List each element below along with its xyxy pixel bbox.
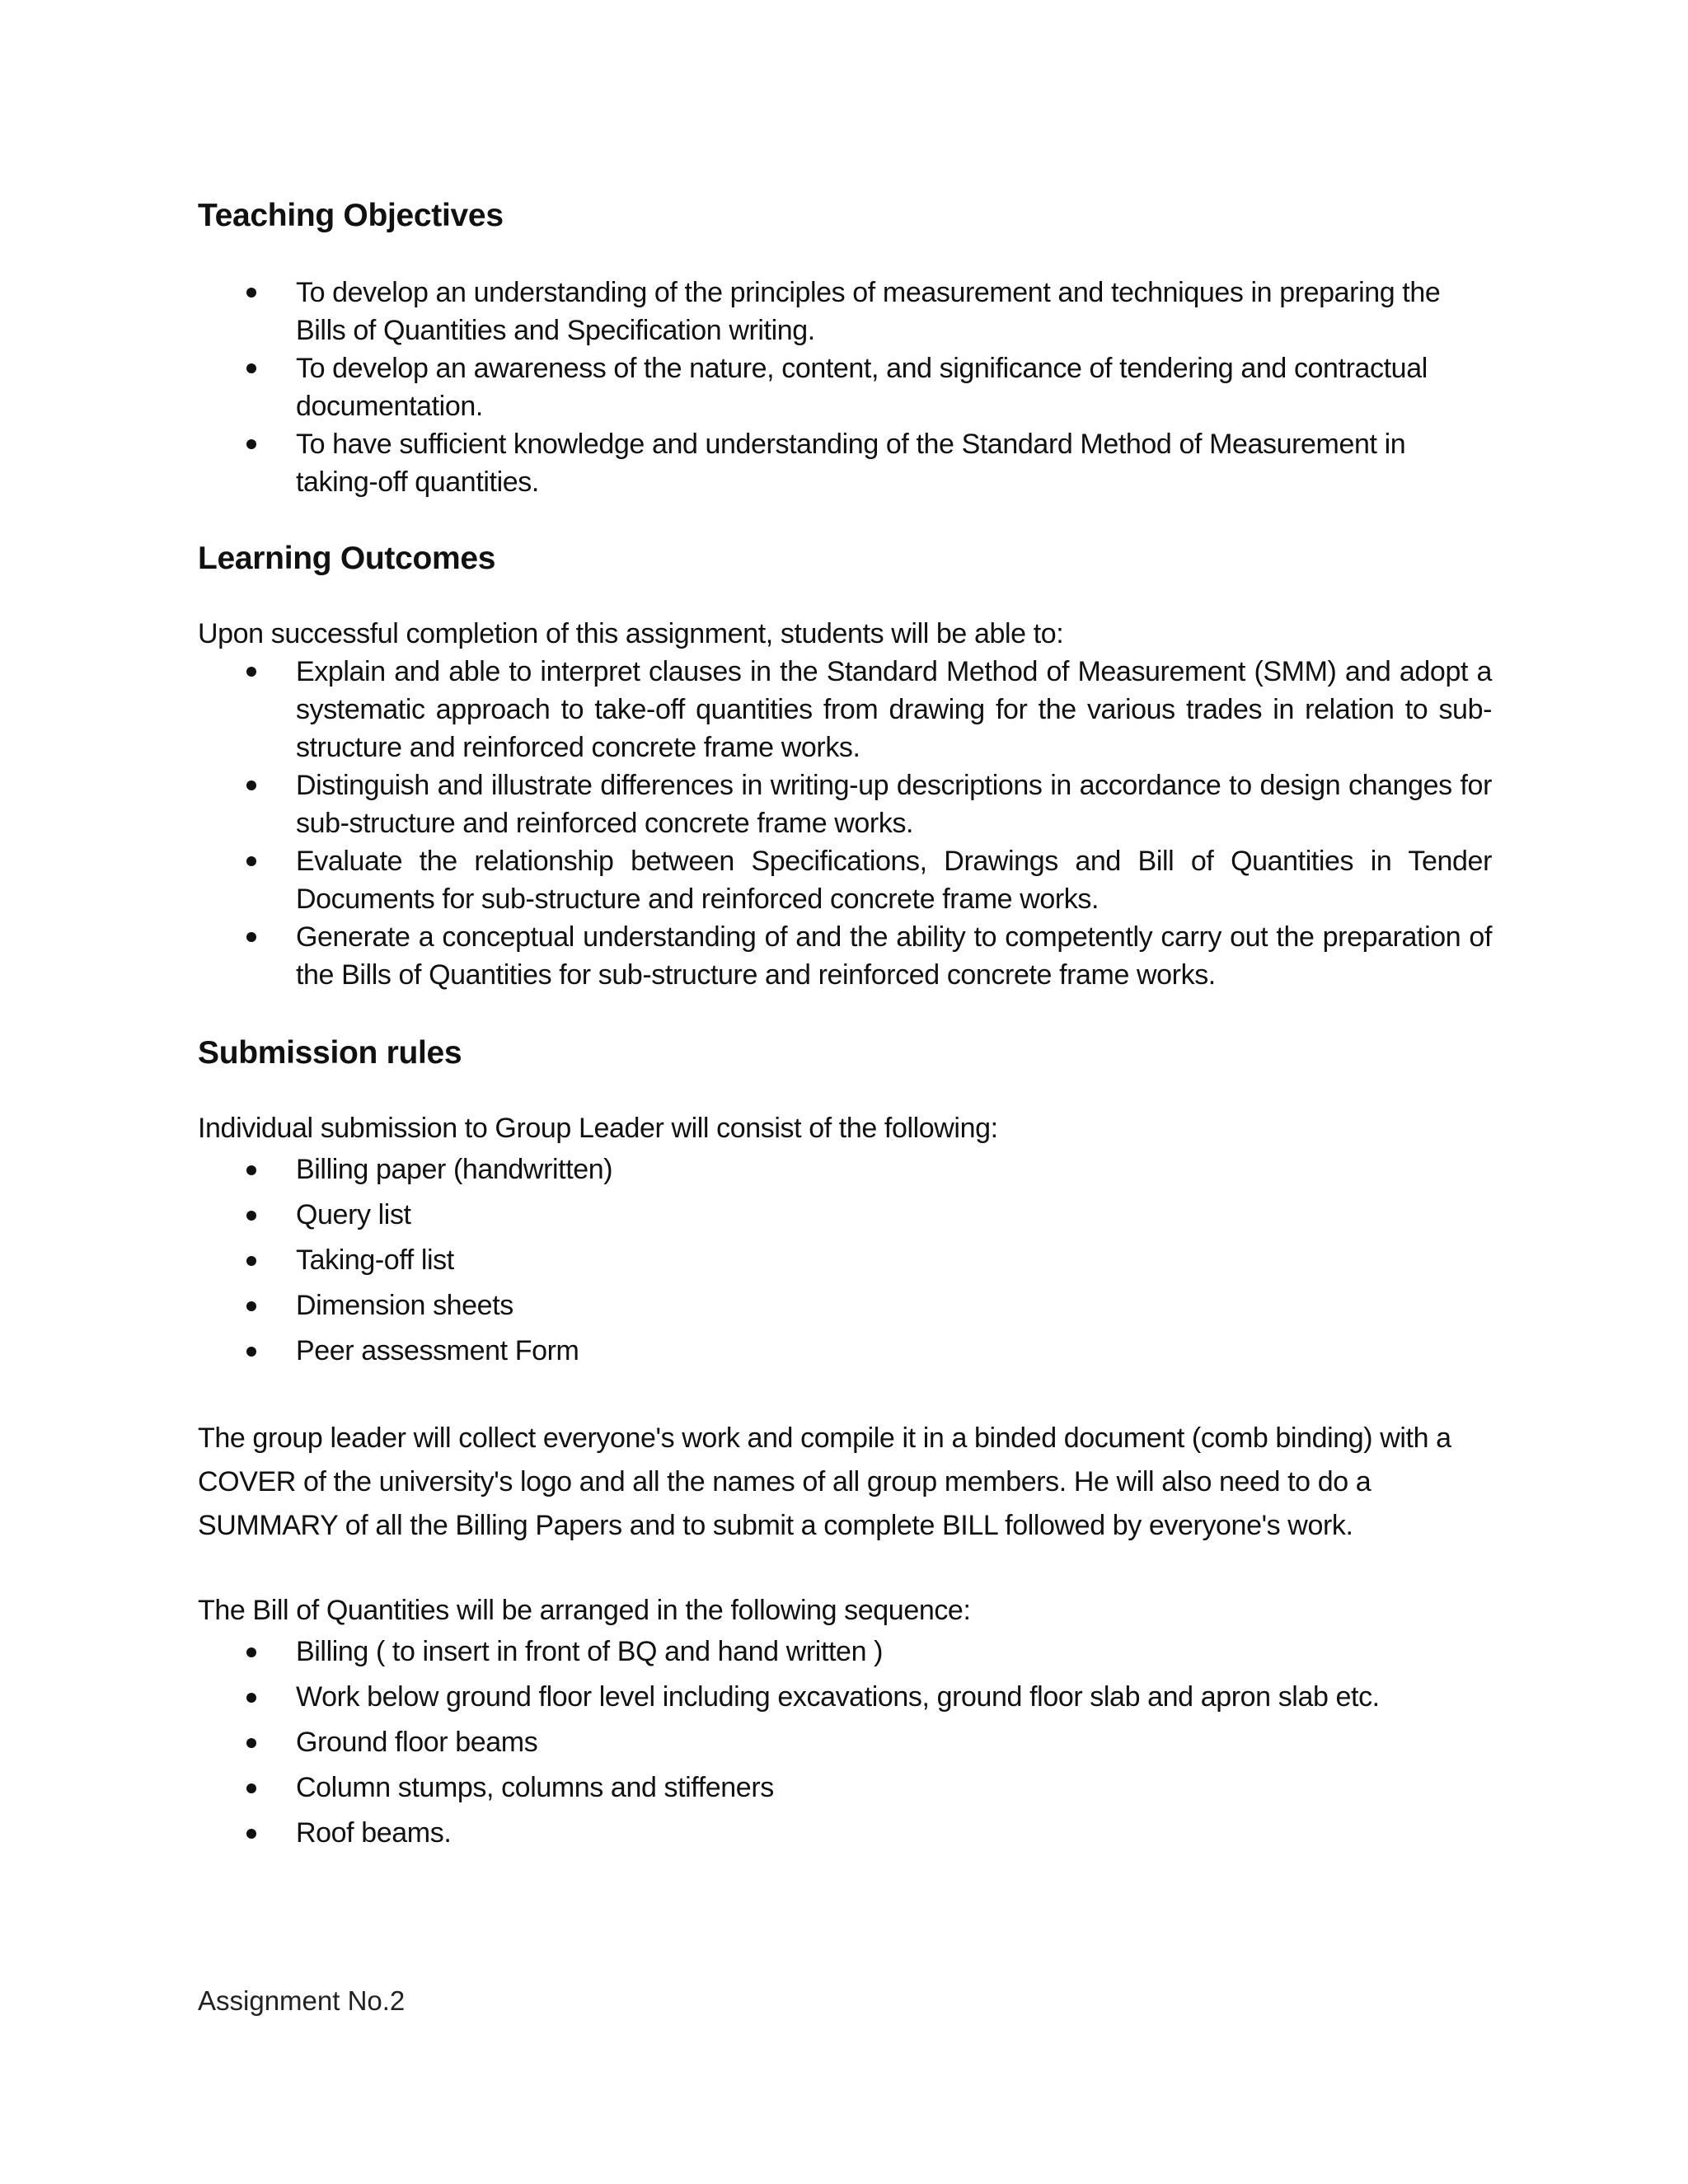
list-item (198, 766, 1492, 842)
list-item (198, 1765, 1492, 1811)
list-item-text: Ground floor beams (296, 1727, 538, 1758)
list-item-text: To develop an understanding of the principles of measurement and techniques in preparing the Bills of Quantities and Specification writing. (296, 277, 1441, 346)
list-item (198, 425, 1492, 501)
document-page (198, 194, 1492, 1856)
list-item (198, 1238, 1492, 1283)
list-item-text: To develop an awareness of the nature, content, and significance of tendering and contractual documentation. (296, 353, 1428, 422)
list-item-text: Column stumps, columns and stiffeners (296, 1772, 774, 1803)
submission-items-list (198, 1147, 1492, 1374)
list-item-text: Billing ( to insert in front of BQ and hand written ) (296, 1636, 884, 1667)
list-item-text: Evaluate the relationship between Specifications, Drawings and Bill of Quantities in Tender Documents for sub-structure and reinforced concrete frame works. (296, 846, 1492, 915)
page-footer: Assignment No.2 (198, 1985, 406, 2016)
list-item (198, 1720, 1492, 1765)
list-item-text: Query list (296, 1199, 411, 1230)
list-item-text: Taking-off list (296, 1244, 454, 1276)
learning-outcomes-list (198, 653, 1492, 994)
list-item-text: To have sufficient knowledge and understanding of the Standard Method of Measurement in taking-off quantities. (296, 429, 1406, 498)
learning-outcomes-heading: Learning Outcomes (198, 541, 496, 576)
group-leader-paragraph: The group leader will collect everyone's work and compile it in a binded document (comb binding) with a COVER of the university's logo and all the names of all group members. He will also need to do a SUMMARY of all the Billing Papers and to submit a complete BILL followed by everyone's work. (198, 1422, 1451, 1541)
list-item-text: Roof beams. (296, 1817, 452, 1849)
list-item-text: Peer assessment Form (296, 1335, 579, 1366)
list-item (198, 918, 1492, 994)
list-item (198, 653, 1492, 766)
list-item (198, 1329, 1492, 1374)
sequence-intro: The Bill of Quantities will be arranged in the following sequence: (198, 1595, 971, 1626)
list-item (198, 1811, 1492, 1856)
list-item-text: Work below ground floor level including excavations, ground floor slab and apron slab etc. (296, 1681, 1380, 1713)
list-item-text: Dimension sheets (296, 1290, 513, 1321)
list-item (198, 842, 1492, 918)
learning-outcomes-intro: Upon successful completion of this assignment, students will be able to: (198, 618, 1064, 649)
list-item (198, 274, 1492, 349)
teaching-objectives-list (198, 274, 1492, 501)
list-item (198, 1629, 1492, 1675)
list-item (198, 1193, 1492, 1238)
sequence-list (198, 1629, 1492, 1856)
list-item (198, 349, 1492, 425)
submission-rules-intro: Individual submission to Group Leader will consist of the following: (198, 1113, 998, 1144)
list-item-text: Explain and able to interpret clauses in the Standard Method of Measurement (SMM) and adopt a systematic approach to take-off quantities from drawing for the various trades in relation to sub-structure and reinforced concrete frame works. (296, 656, 1492, 763)
list-item-text: Distinguish and illustrate differences in writing-up descriptions in accordance to design changes for sub-structure and reinforced concrete frame works. (296, 770, 1492, 839)
list-item-text: Billing paper (handwritten) (296, 1154, 613, 1185)
list-item (198, 1147, 1492, 1193)
submission-rules-heading: Submission rules (198, 1035, 462, 1071)
list-item (198, 1283, 1492, 1329)
list-item-text: Generate a conceptual understanding of and the ability to competently carry out the preparation of the Bills of Quantities for sub-structure and reinforced concrete frame works. (296, 921, 1492, 991)
teaching-objectives-heading: Teaching Objectives (198, 198, 504, 233)
list-item (198, 1675, 1492, 1720)
